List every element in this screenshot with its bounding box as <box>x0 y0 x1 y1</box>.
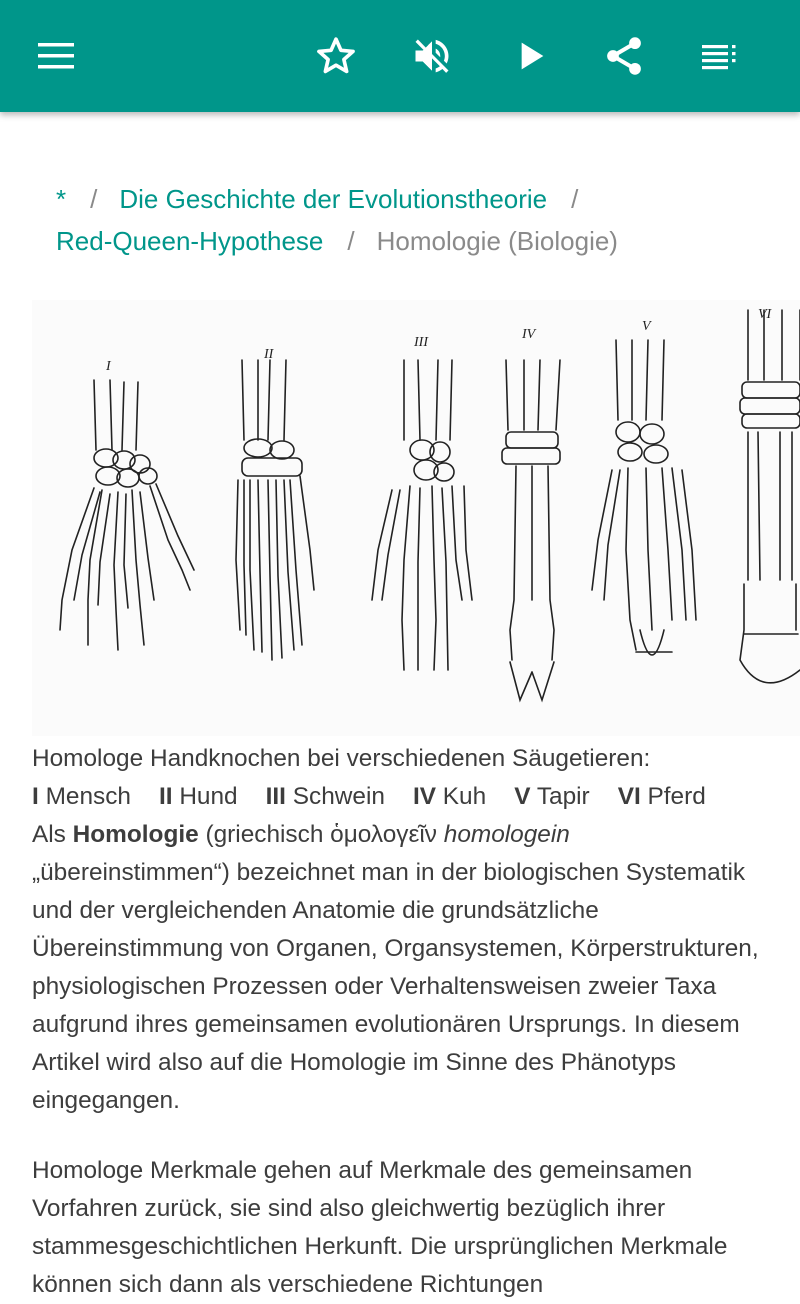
figure-label-4: IV <box>522 327 536 342</box>
menu-button[interactable] <box>28 28 84 84</box>
menu-icon <box>36 42 76 70</box>
figure-label-2: II <box>264 347 274 362</box>
caption-animal-list: I Mensch II Hund III Schwein IV Kuh V Tapir VI Pferd <box>32 783 706 810</box>
breadcrumb-link-red-queen[interactable]: Red-Queen-Hypothese <box>56 226 324 256</box>
volume-off-icon <box>410 34 454 78</box>
breadcrumb <box>56 178 776 262</box>
breadcrumb-separator: / <box>90 184 98 214</box>
share-button[interactable] <box>596 28 652 84</box>
share-icon <box>602 34 646 78</box>
app-toolbar <box>0 0 800 112</box>
article-paragraph-1: Als Homologie (griechisch ὁμολογεῖν homologein „übereinstimmen“) bezeichnet man in der biologischen Systematik und der vergleichenden Anatomie die grundsätzliche Übereinstimmung von Organen, Organsystemen, Körperstrukturen, physiologischen Prozessen oder Verhaltensweisen zweier Taxa aufgrund ihres gemeinsamen evolutionären Ursprungs. In diesem Artikel wird also auf die Homologie im Sinne des Phänotyps eingegangen. <box>32 821 759 1114</box>
playlist-icon <box>700 42 740 70</box>
breadcrumb-separator: / <box>571 184 579 214</box>
figure-label-1: I <box>106 359 111 374</box>
breadcrumb-separator: / <box>347 226 355 256</box>
article-term: Homologie <box>72 821 199 848</box>
breadcrumb-home-link[interactable]: * <box>56 184 67 214</box>
homology-hand-bones-figure[interactable] <box>32 300 800 736</box>
figure-label-5: V <box>642 319 651 334</box>
hand-bones-illustration <box>32 300 800 736</box>
breadcrumb-link-evolution[interactable]: Die Geschichte der Evolutionstheorie <box>119 184 548 214</box>
contents-button[interactable] <box>692 28 748 84</box>
figure-caption <box>32 740 772 816</box>
play-button[interactable] <box>502 28 558 84</box>
article-body <box>32 740 772 1304</box>
play-icon <box>510 36 550 76</box>
bookmark-button[interactable] <box>308 28 364 84</box>
article-transliteration: homologein <box>443 821 570 848</box>
star-icon <box>314 34 358 78</box>
article-paragraph-2: Homologe Merkmale gehen auf Merkmale des gemeinsamen Vorfahren zurück, sie sind also gleichwertig bezüglich ihrer stammesgeschichtlichen Herkunft. Die ursprünglichen Merkmale können sich dann als verschiedene Richtungen <box>32 1157 728 1298</box>
caption-line: Homologe Handknochen bei verschiedenen Säugetieren: <box>32 745 651 772</box>
figure-label-3: III <box>414 335 428 350</box>
figure-label-6: VI <box>758 307 772 322</box>
breadcrumb-current-page: Homologie (Biologie) <box>376 226 618 256</box>
mute-button[interactable] <box>404 28 460 84</box>
